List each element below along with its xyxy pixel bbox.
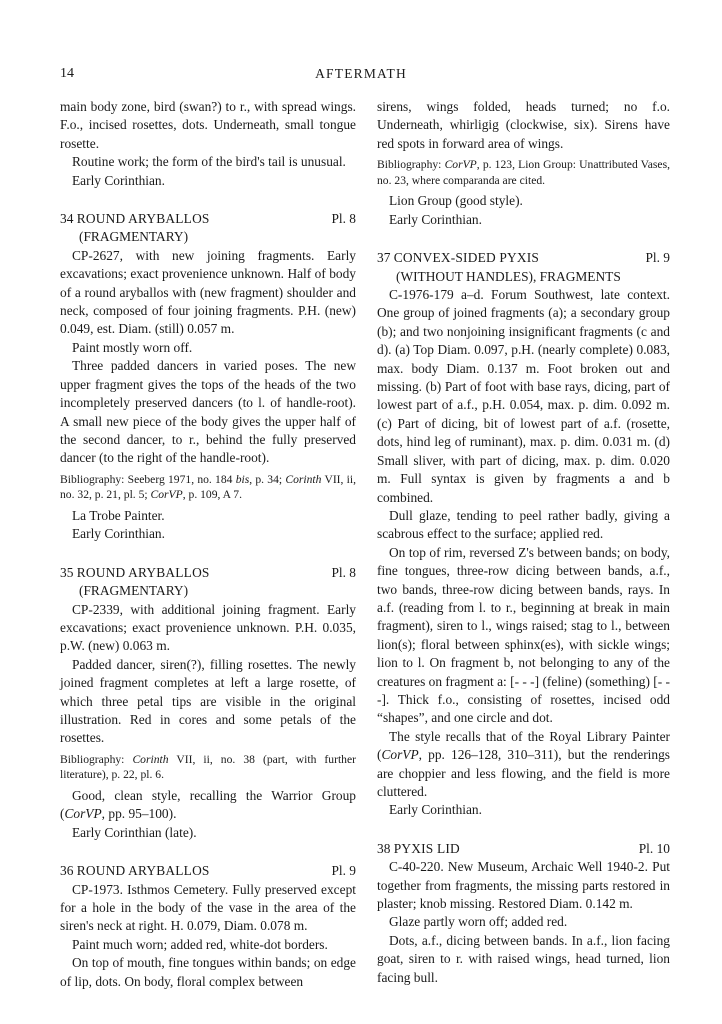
paragraph: On top of mouth, fine tongues within bands; on edge of lip, dots. On body, floral complex between bbox=[60, 955, 356, 989]
bibliography: Bibliography: CorVP, p. 123, Lion Group: Unattributed Vases, no. 23, where comparanda are cited. bbox=[377, 158, 670, 187]
entry-title: CONVEX-SIDED PYXIS bbox=[393, 250, 540, 266]
paragraph: Dots, a.f., dicing between bands. In a.f., lion facing goat, siren to r. with raised wings, head turned, lion facing bull. bbox=[377, 932, 670, 985]
plate-reference: Pl. 8 bbox=[331, 211, 356, 227]
plate-reference: Pl. 9 bbox=[645, 250, 670, 266]
paragraph: main body zone, bird (swan?) to r., with spread wings. F.o., incised rosettes, dots. Underneath, small tongue rosette. bbox=[60, 99, 356, 151]
right-column bbox=[377, 98, 670, 987]
paragraph: La Trobe Painter. bbox=[72, 507, 165, 523]
paragraph: Early Corinthian. bbox=[72, 172, 165, 188]
paragraph: CP-2627, with new joining fragments. Early excavations; exact provenience unknown. Half of body of a round aryballos with (new fragment) shoulder and neck, composed of four joining fragments. P.H. (new) 0.049, est. Diam. (still) 0.057 m. bbox=[60, 247, 356, 337]
entry-title: PYXIS LID bbox=[393, 840, 460, 856]
running-head: AFTERMATH bbox=[315, 66, 407, 81]
paragraph: Good, clean style, recalling the Warrior Group (CorVP, pp. 95–100). bbox=[60, 787, 356, 822]
entry-subtitle: (FRAGMENTARY) bbox=[79, 583, 189, 599]
page-number: 14 bbox=[60, 66, 74, 81]
plate-reference: Pl. 8 bbox=[331, 564, 356, 580]
entry-title: ROUND ARYBALLOS bbox=[76, 564, 210, 580]
paragraph: Early Corinthian. bbox=[72, 526, 165, 542]
paragraph: CP-2339, with additional joining fragment. Early excavations; exact provenience unknown. P.H. 0.035, p.W. (new) 0.063 m. bbox=[60, 601, 356, 654]
paragraph: C-40-220. New Museum, Archaic Well 1940-2. Put together from fragments, the missing parts restored in plaster; knob missing. Restored Diam. 0.142 m. bbox=[377, 859, 670, 912]
entry-heading-38 bbox=[377, 840, 670, 858]
paragraph: C-1976-179 a–d. Forum Southwest, late context. One group of joined fragments (a); a secondary group (b); and two nonjoining insignificant fragments (c and d). (a) Top Diam. 0.097, p.H. (nearly complete) 0.083, max. body Diam. 0.137 m. Foot broken out and missing. (b) Part of foot with base rays, dicing, part of lowest part of a.f., p.H. 0.054, max. p. dim. 0.092 m. (c) Part of dicing, bit of lowest part of a.f. (rosette, dots, hind leg of ruminant), max. p. dim. 0.031 m. (d) Small sliver, with part of dicing, max. p. dim. 0.020 m. Full syntax is given by fragments a and b combined. bbox=[377, 287, 670, 505]
paragraph: Routine work; the form of the bird's tail is unusual. bbox=[72, 154, 346, 170]
entry-heading-37 bbox=[377, 249, 670, 286]
paragraph: Paint mostly worn off. bbox=[72, 339, 193, 355]
paragraph: sirens, wings folded, heads turned; no f.o. Underneath, whirligig (clockwise, six). Sirens have red spots in forward area of wings. bbox=[377, 99, 670, 151]
paragraph: Lion Group (good style). bbox=[389, 193, 523, 209]
entry-number: 37 bbox=[377, 250, 391, 266]
entry-subtitle: (WITHOUT HANDLES), FRAGMENTS bbox=[396, 268, 621, 284]
entry-heading-36 bbox=[60, 862, 356, 880]
paragraph: Glaze partly worn off; added red. bbox=[389, 914, 568, 930]
entry-heading-35 bbox=[60, 564, 356, 601]
paragraph: Early Corinthian. bbox=[389, 211, 482, 227]
paragraph: CP-1973. Isthmos Cemetery. Fully preserved except for a hole in the body of the vase in the area of the siren's neck at right. H. 0.079, Diam. 0.078 m. bbox=[60, 881, 356, 934]
paragraph: Early Corinthian (late). bbox=[72, 824, 197, 840]
entry-number: 35 bbox=[60, 564, 74, 580]
entry-number: 38 bbox=[377, 840, 391, 856]
entry-title: ROUND ARYBALLOS bbox=[76, 863, 210, 879]
paragraph: Paint much worn; added red, white-dot borders. bbox=[72, 936, 328, 952]
paragraph: Padded dancer, siren(?), filling rosettes. The newly joined fragment completes at left a large rosette, of which three petal tips are visible in the original illustration. Red in cores and some petals of the rosettes. bbox=[60, 656, 356, 746]
paragraph: Dull glaze, tending to peel rather badly, giving a scabrous effect to the surface; applied red. bbox=[377, 507, 670, 542]
entry-heading-34 bbox=[60, 210, 356, 247]
bibliography: Bibliography: Seeberg 1971, no. 184 bis, p. 34; Corinth VII, ii, no. 32, p. 21, pl. 5; CorVP, p. 109, A 7. bbox=[60, 472, 357, 502]
plate-reference: Pl. 10 bbox=[638, 840, 670, 856]
paragraph: On top of rim, reversed Z's between bands; on body, fine tongues, three-row dicing between bands, a.f., two bands, three-row dicing between bands, rays. In a.f. (reading from l. to r., beginning at break in main fragment), siren to l., wings raised; stag to l., between lion(s); floral between sphinx(es), with sickle wings; lion to l. On fragment b, not belonging to any of the creatures on fragment a: [- - -] (feline) (something) [- - -]. Thick f.o., consisting of rosettes, incised odd “shapes”, and one circle and dot. bbox=[377, 544, 670, 726]
bibliography: Bibliography: Corinth VII, ii, no. 38 (part, with further literature), p. 22, pl. 6. bbox=[60, 752, 356, 782]
left-column bbox=[60, 98, 356, 991]
paragraph: Early Corinthian. bbox=[389, 802, 482, 818]
plate-reference: Pl. 9 bbox=[331, 863, 356, 879]
entry-number: 34 bbox=[60, 211, 74, 227]
entry-number: 36 bbox=[60, 863, 74, 879]
paragraph: The style recalls that of the Royal Library Painter (CorVP, pp. 126–128, 310–311), but the renderings are choppier and less flowing, and the field is more cluttered. bbox=[377, 728, 670, 799]
paragraph: Three padded dancers in varied poses. The new upper fragment gives the tops of the heads of the two incompletely preserved dancers (to l. of handle-root). A small new piece of the body gives the upper half of the second dancer, to r., behind the fully preserved dancer (to the right of the handle-root). bbox=[60, 358, 356, 466]
entry-title: ROUND ARYBALLOS bbox=[76, 211, 210, 227]
entry-subtitle: (FRAGMENTARY) bbox=[79, 229, 189, 245]
